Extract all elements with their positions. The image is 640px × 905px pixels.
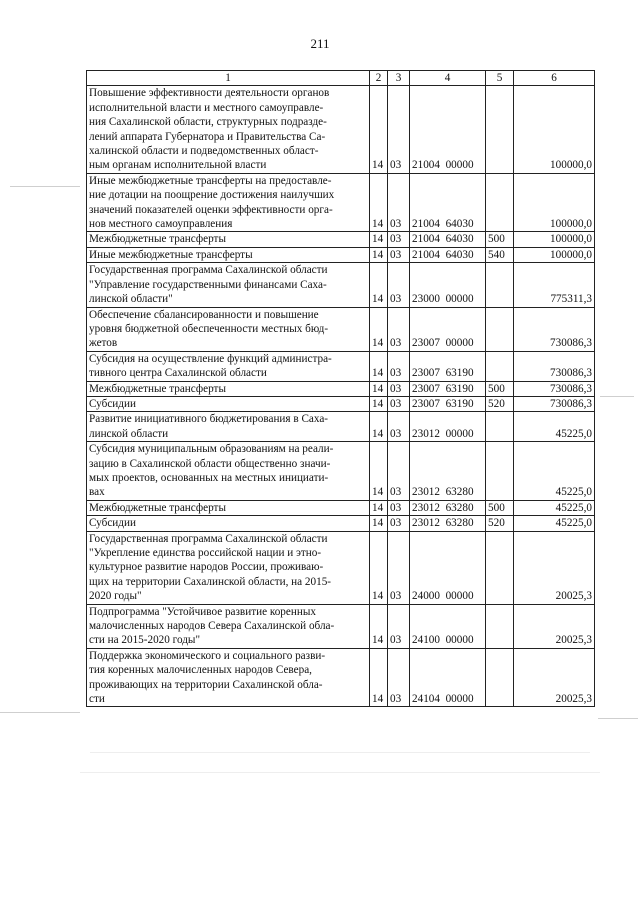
- table-row: [87, 396, 595, 411]
- row-name: [87, 412, 370, 442]
- row-name: [87, 247, 370, 262]
- table-row: [87, 263, 595, 307]
- row-c2: 14: [370, 516, 388, 531]
- row-c5: [486, 442, 514, 501]
- row-name-line: халинской области и подведомственных област-: [89, 145, 319, 158]
- header-col-4: 4: [410, 71, 486, 86]
- row-c3: 03: [388, 500, 410, 515]
- row-c5: [486, 263, 514, 307]
- row-name: [87, 232, 370, 247]
- row-name-line: Субсидии: [89, 517, 136, 530]
- row-c6: 45225,0: [514, 516, 595, 531]
- row-c5: 540: [486, 247, 514, 262]
- row-c4: 21004 00000: [410, 86, 486, 173]
- row-c2: 14: [370, 232, 388, 247]
- row-name-line: Развитие инициативного бюджетирования в Саха-: [89, 413, 329, 426]
- scan-artifact: [598, 718, 638, 719]
- row-name-line: исполнительной власти и местного самоуправле-: [89, 101, 324, 114]
- row-c6: 20025,3: [514, 648, 595, 707]
- row-name-line: щих на территории Сахалинской области, на 2015-: [89, 575, 332, 588]
- row-c5: [486, 412, 514, 442]
- row-c4: 24100 00000: [410, 604, 486, 648]
- row-c3: 03: [388, 307, 410, 351]
- row-c5: [486, 173, 514, 232]
- row-name-line: жетов: [89, 337, 118, 350]
- row-name-line: Государственная программа Сахалинской области: [89, 532, 328, 545]
- row-c6: 20025,3: [514, 531, 595, 604]
- scan-artifact: [600, 396, 634, 397]
- row-name: [87, 86, 370, 173]
- row-c2: 14: [370, 396, 388, 411]
- row-c5: 500: [486, 500, 514, 515]
- row-name-line: Межбюджетные трансферты: [89, 501, 226, 514]
- row-c3: 03: [388, 442, 410, 501]
- row-name: [87, 516, 370, 531]
- row-c5: [486, 531, 514, 604]
- row-c2: 14: [370, 412, 388, 442]
- row-c2: 14: [370, 531, 388, 604]
- row-name-line: проживающих на территории Сахалинской обла-: [89, 678, 323, 691]
- row-c3: 03: [388, 412, 410, 442]
- row-name-line: зацию в Сахалинской области общественно значи-: [89, 457, 331, 470]
- row-name-line: Субсидии: [89, 397, 136, 410]
- row-name-line: тивного центра Сахалинской области: [89, 367, 267, 380]
- row-name-line: мых проектов, основанных на местных инициати-: [89, 471, 329, 484]
- row-name: [87, 604, 370, 648]
- row-c5: [486, 86, 514, 173]
- row-name: [87, 307, 370, 351]
- row-name-line: уровня бюджетной обеспеченности местных бюд-: [89, 322, 329, 335]
- row-name-line: Субсидия на осуществление функций администра-: [89, 352, 332, 365]
- row-c2: 14: [370, 381, 388, 396]
- row-c2: 14: [370, 351, 388, 381]
- row-c6: 730086,3: [514, 307, 595, 351]
- row-name-line: вах: [89, 486, 105, 499]
- header-col-5: 5: [486, 71, 514, 86]
- page-number: 211: [310, 36, 330, 51]
- row-name-line: Иные межбюджетные трансферты на предоставле-: [89, 174, 332, 187]
- row-name: [87, 531, 370, 604]
- table-body: [87, 86, 595, 707]
- header-row: [87, 71, 595, 86]
- row-name-line: Обеспечение сбалансированности и повышение: [89, 308, 319, 321]
- row-c6: 20025,3: [514, 604, 595, 648]
- scan-artifact: [0, 712, 80, 713]
- row-name-line: Государственная программа Сахалинской области: [89, 264, 328, 277]
- row-name-line: значений показателей оценки эффективности орга-: [89, 203, 333, 216]
- row-name-line: лений аппарата Губернатора и Правительства Са-: [89, 130, 326, 143]
- row-c6: 100000,0: [514, 86, 595, 173]
- table-row: [87, 351, 595, 381]
- row-name-line: сти: [89, 693, 105, 706]
- row-name: [87, 396, 370, 411]
- row-c3: 03: [388, 247, 410, 262]
- row-name: [87, 648, 370, 707]
- row-name-line: Подпрограмма "Устойчивое развитие коренных: [89, 605, 316, 618]
- row-c4: 24104 00000: [410, 648, 486, 707]
- row-name-line: линской области": [89, 293, 173, 306]
- table-row: [87, 307, 595, 351]
- scan-artifact: [80, 772, 600, 773]
- row-c6: 100000,0: [514, 247, 595, 262]
- row-name-line: Субсидия муниципальным образованиям на реали-: [89, 443, 334, 456]
- row-c4: 23012 63280: [410, 516, 486, 531]
- row-name: [87, 263, 370, 307]
- row-c6: 100000,0: [514, 173, 595, 232]
- row-c5: [486, 307, 514, 351]
- table-row: [87, 531, 595, 604]
- row-name-line: ния Сахалинской области, структурных подразде-: [89, 116, 327, 129]
- row-name: [87, 173, 370, 232]
- row-c3: 03: [388, 604, 410, 648]
- header-col-1: 1: [87, 71, 370, 86]
- row-c3: 03: [388, 396, 410, 411]
- row-c3: 03: [388, 232, 410, 247]
- row-name-line: культурное развитие народов России, проживаю-: [89, 561, 324, 574]
- row-c4: 23007 63190: [410, 351, 486, 381]
- row-c2: 14: [370, 307, 388, 351]
- row-name-line: Межбюджетные трансферты: [89, 233, 226, 246]
- row-name-line: линской области: [89, 427, 169, 440]
- row-c4: 23012 00000: [410, 412, 486, 442]
- table-row: [87, 381, 595, 396]
- row-name-line: ние дотации на поощрение достижения наилучших: [89, 189, 335, 202]
- table-row: [87, 442, 595, 501]
- row-name-line: сти на 2015-2020 годы": [89, 634, 201, 647]
- table-row: [87, 516, 595, 531]
- row-c4: 23007 00000: [410, 307, 486, 351]
- row-c5: 520: [486, 396, 514, 411]
- row-c4: 21004 64030: [410, 173, 486, 232]
- row-name-line: Поддержка экономического и социального разви-: [89, 649, 326, 662]
- row-c3: 03: [388, 351, 410, 381]
- row-c4: 23007 63190: [410, 396, 486, 411]
- row-c4: 23012 63280: [410, 442, 486, 501]
- header-col-6: 6: [514, 71, 595, 86]
- row-name: [87, 351, 370, 381]
- row-c6: 730086,3: [514, 381, 595, 396]
- row-c3: 03: [388, 516, 410, 531]
- row-name-line: тия коренных малочисленных народов Севера,: [89, 664, 312, 677]
- table-row: [87, 173, 595, 232]
- row-c2: 14: [370, 442, 388, 501]
- table-header: [87, 71, 595, 86]
- row-c5: 520: [486, 516, 514, 531]
- row-c4: 21004 64030: [410, 232, 486, 247]
- row-name: [87, 442, 370, 501]
- row-c5: [486, 351, 514, 381]
- row-c2: 14: [370, 173, 388, 232]
- header-col-3: 3: [388, 71, 410, 86]
- row-c2: 14: [370, 648, 388, 707]
- table-row: [87, 86, 595, 173]
- row-c3: 03: [388, 381, 410, 396]
- scan-artifact: [90, 752, 590, 753]
- budget-table: [86, 70, 595, 707]
- row-name-line: Межбюджетные трансферты: [89, 382, 226, 395]
- row-c6: 100000,0: [514, 232, 595, 247]
- row-c4: 24000 00000: [410, 531, 486, 604]
- row-c2: 14: [370, 604, 388, 648]
- row-name-line: "Укрепление единства российской нации и этно-: [89, 547, 322, 559]
- row-c4: 23000 00000: [410, 263, 486, 307]
- row-c6: 730086,3: [514, 396, 595, 411]
- scan-artifact: [10, 186, 80, 187]
- row-c2: 14: [370, 247, 388, 262]
- row-c6: 45225,0: [514, 500, 595, 515]
- table-row: [87, 500, 595, 515]
- table-row: [87, 604, 595, 648]
- row-c6: 730086,3: [514, 351, 595, 381]
- row-name-line: ным органам исполнительной власти: [89, 159, 267, 172]
- table-row: [87, 412, 595, 442]
- row-c6: 775311,3: [514, 263, 595, 307]
- table-row: [87, 648, 595, 707]
- row-c3: 03: [388, 263, 410, 307]
- row-c4: 23012 63280: [410, 500, 486, 515]
- row-c4: 21004 64030: [410, 247, 486, 262]
- row-c5: [486, 648, 514, 707]
- row-c6: 45225,0: [514, 442, 595, 501]
- table-row: [87, 232, 595, 247]
- row-c5: [486, 604, 514, 648]
- row-name-line: нов местного самоуправления: [89, 218, 233, 231]
- header-col-2: 2: [370, 71, 388, 86]
- row-c3: 03: [388, 531, 410, 604]
- row-c3: 03: [388, 86, 410, 173]
- row-c3: 03: [388, 173, 410, 232]
- row-c2: 14: [370, 86, 388, 173]
- row-c3: 03: [388, 648, 410, 707]
- row-c5: 500: [486, 381, 514, 396]
- row-c2: 14: [370, 263, 388, 307]
- table-row: [87, 247, 595, 262]
- row-c6: 45225,0: [514, 412, 595, 442]
- row-c4: 23007 63190: [410, 381, 486, 396]
- row-name: [87, 500, 370, 515]
- row-name-line: Иные межбюджетные трансферты: [89, 248, 253, 261]
- row-name: [87, 381, 370, 396]
- row-name-line: малочисленных народов Севера Сахалинской обла-: [89, 620, 335, 633]
- row-name-line: Повышение эффективности деятельности органов: [89, 87, 330, 100]
- row-name-line: 2020 годы": [89, 590, 142, 603]
- row-c2: 14: [370, 500, 388, 515]
- row-c5: 500: [486, 232, 514, 247]
- row-name-line: "Управление государственными финансами Саха-: [89, 278, 327, 291]
